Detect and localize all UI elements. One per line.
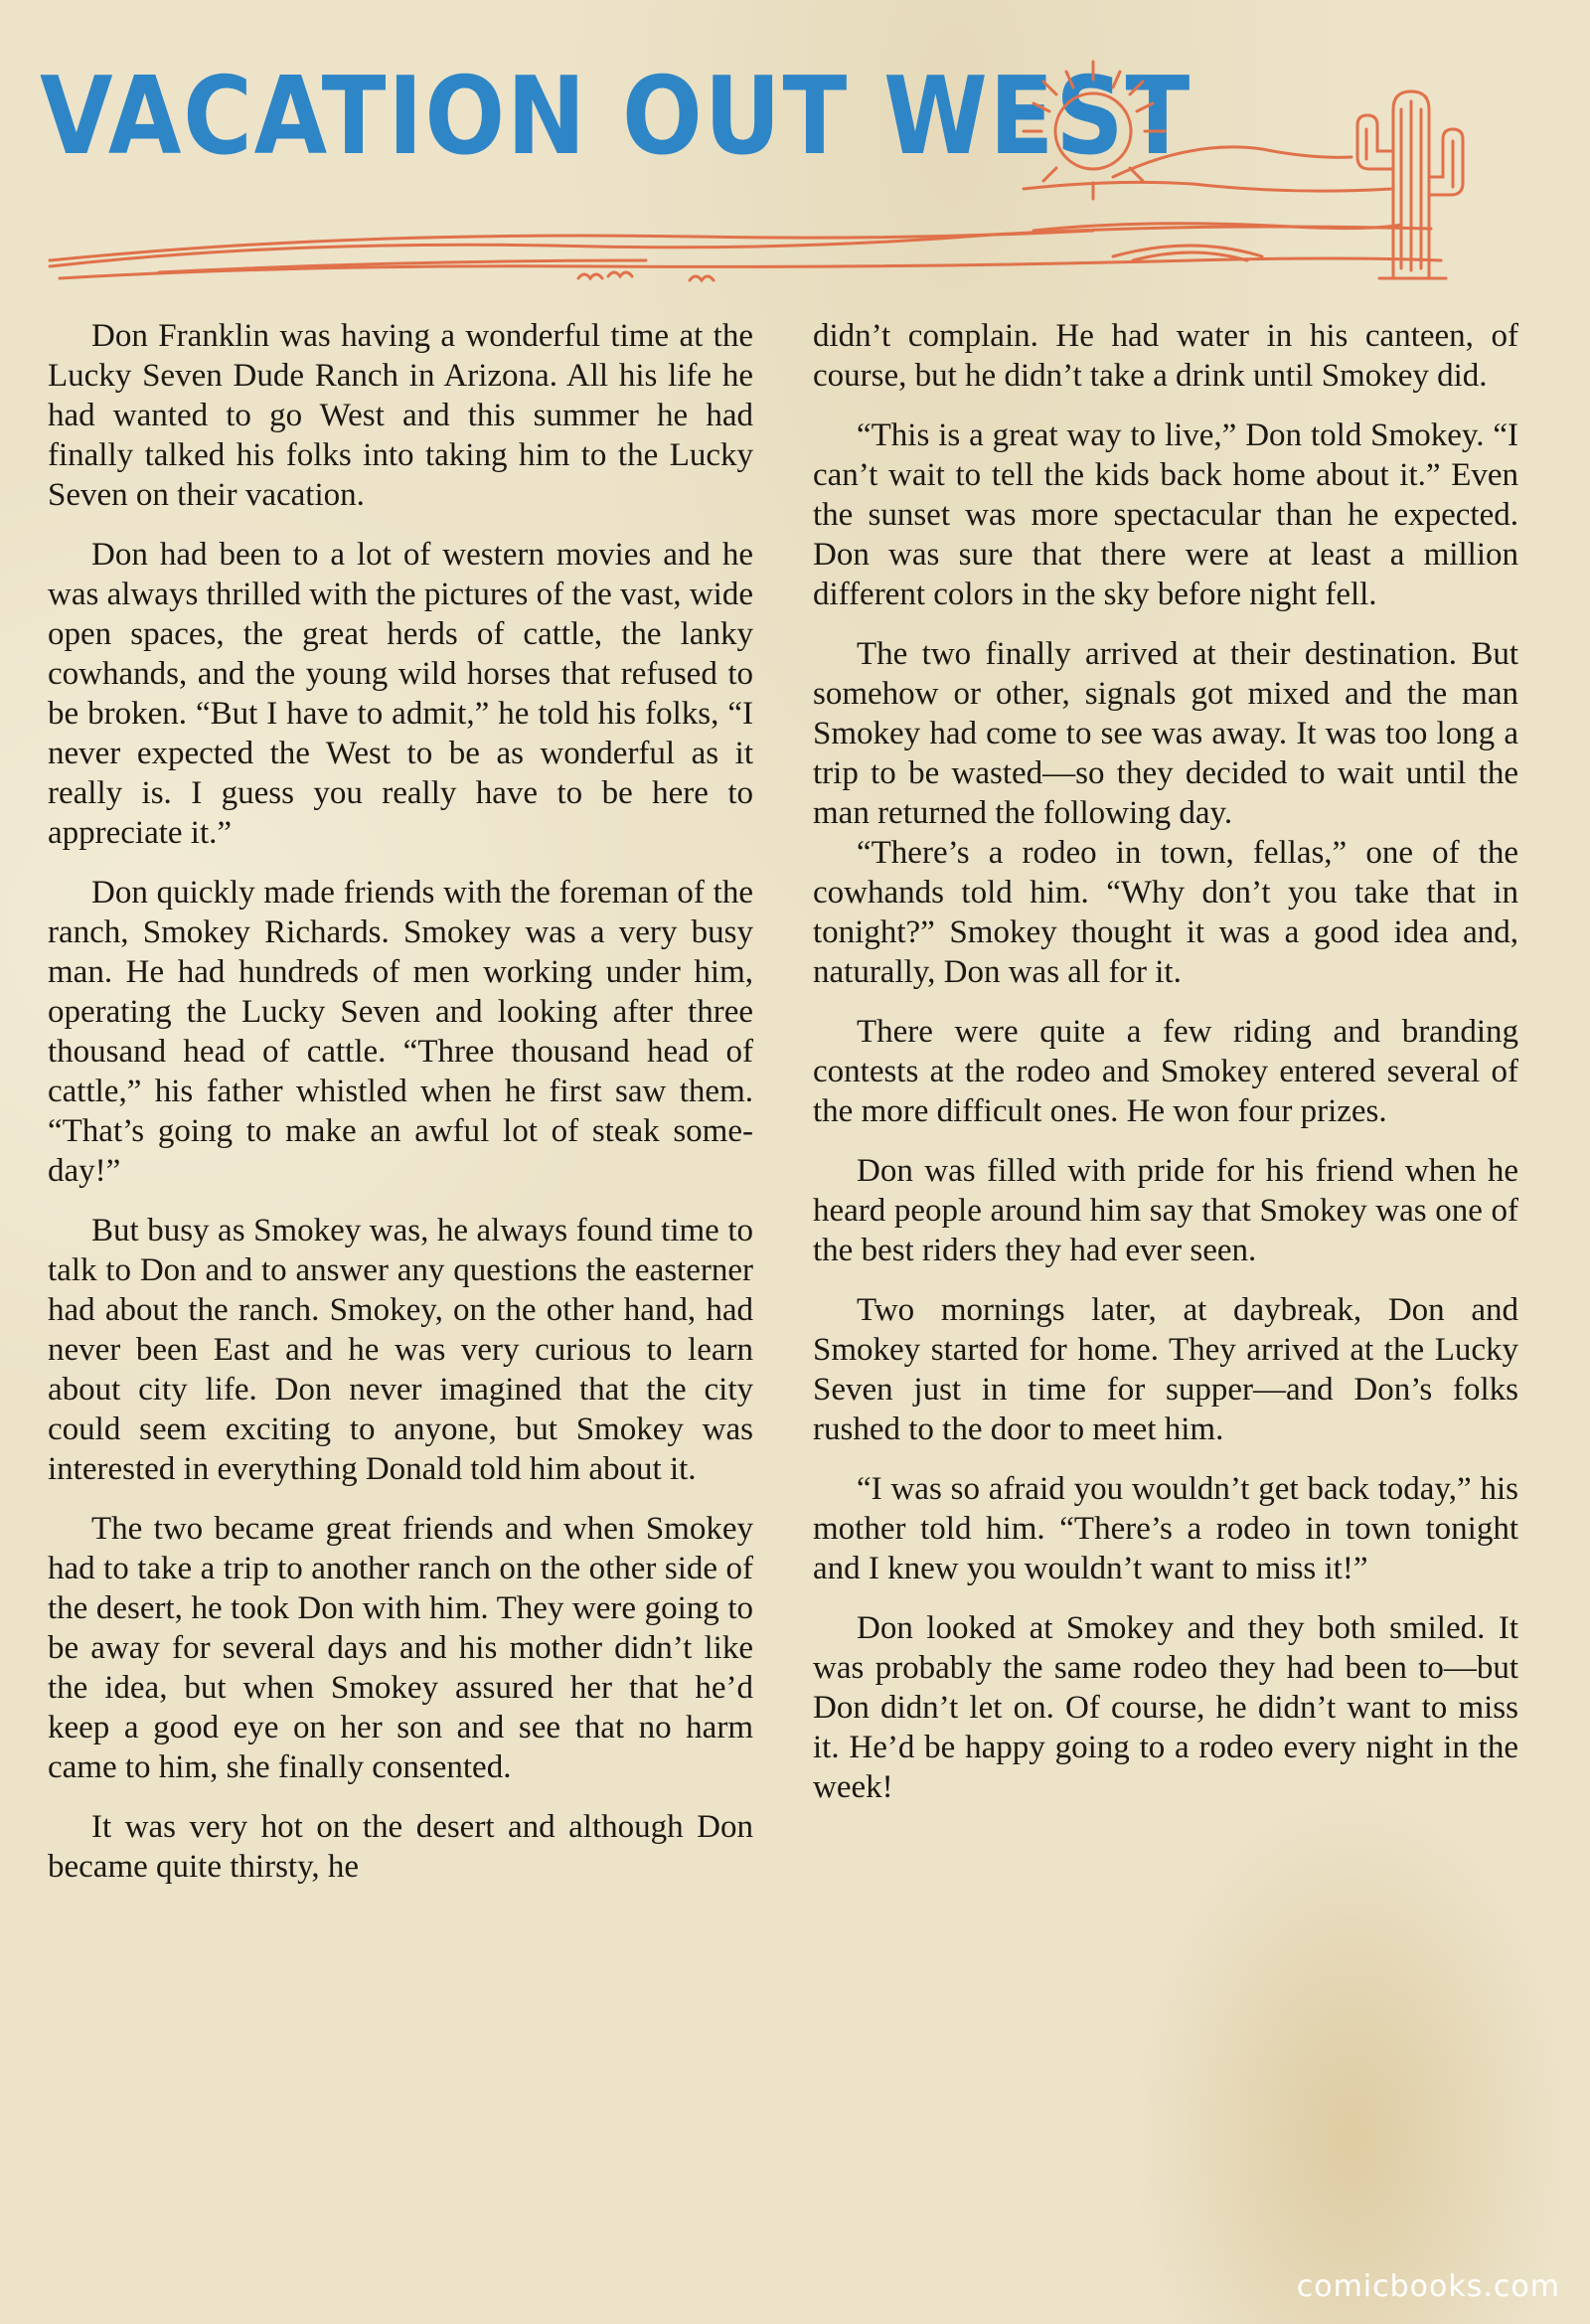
- story-paragraph: “I was so afraid you wouldn’t get back today,” his mother told him. “There’s a rodeo in town tonight and I knew you wouldn’t want to miss it!”: [813, 1471, 1518, 1586]
- cactus-icon: [1357, 91, 1463, 278]
- story-paragraph: It was very hot on the desert and although Don became quite thirsty, he: [48, 1809, 753, 1885]
- story-paragraph: “This is a great way to live,” Don told Smokey. “I can’t wait to tell the kids back home about it.” Even the sunset was more spectacular than he expected. Don was sure that there were at least a million different colors in the sky before night fell.: [813, 417, 1518, 612]
- story-paragraph: The two became great friends and when Smokey had to take a trip to another ranch on the other side of the desert, he took Don with him. They were going to be away for several days and his mother didn’t like the idea, but when Smokey assured her that he’d keep a good eye on her son and see that no harm came to him, she finally consented.: [48, 1511, 753, 1785]
- story-paragraph: didn’t complain. He had water in his canteen, of course, but he didn’t take a drink until Smokey did.: [813, 318, 1518, 394]
- story-paragraph: Don looked at Smokey and they both smiled. It was probably the same rodeo they had been to—but Don didn’t let on. Of course, he didn’t want to miss it. He’d be happy going to a rodeo every night in the week!: [813, 1610, 1518, 1805]
- story-paragraph: Don had been to a lot of western movies and he was always thrilled with the pictures of the vast, wide open spaces, the great herds of cattle, the lanky cowhands, and the young wild horses that refused to be broken. “But I have to admit,” he told his folks, “I never expected the West to be as wonderful as it really is. I guess you really have to be here to appreciate it.”: [48, 537, 753, 851]
- bird-icon: [578, 272, 714, 280]
- header: [0, 0, 1590, 298]
- story-paragraph: Don Franklin was having a wonderful time at the Lucky Seven Dude Ranch in Arizona. All his life he had wanted to go West and this summer he had finally talked his folks into taking him to the Lucky Seven on their vacation.: [48, 318, 753, 513]
- story-title: VACATION OUT WEST: [40, 55, 1192, 179]
- mountain-icon: [1024, 147, 1401, 231]
- story-paragraph: There were quite a few riding and branding contests at the rodeo and Smokey entered several of the more difficult ones. He won four prizes.: [813, 1014, 1518, 1129]
- story-paragraph: Don quickly made friends with the foreman of the ranch, Smokey Richards. Smokey was a very busy man. He had hundreds of men working under him, operating the Lucky Seven and looking after three thousand head of cattle. “Three thousand head of cattle,” his father whistled when he first saw them. “That’s going to make an awful lot of steak some-day!”: [48, 875, 753, 1189]
- story-paragraph: Two mornings later, at daybreak, Don and Smokey started for home. They arrived at the Lucky Seven just in time for supper—and Don’s folks rushed to the door to meet him.: [813, 1292, 1518, 1447]
- story-paragraph: “There’s a rodeo in town, fellas,” one of the cowhands told him. “Why don’t you take that in tonight?” Smokey thought it was a good idea and, naturally, Don was all for it.: [813, 835, 1518, 990]
- desert-lines-icon: [50, 227, 1441, 278]
- left-column: [48, 316, 753, 1907]
- watermark: comicbooks.com: [1296, 2269, 1560, 2304]
- story-paragraph: Don was filled with pride for his friend when he heard people around him say that Smokey was one of the best riders they had ever seen.: [813, 1153, 1518, 1268]
- story-paragraph: The two finally arrived at their destination. But somehow or other, signals got mixed and the man Smokey had come to see was away. It was too long a trip to be wasted—so they decided to wait until the man returned the following day.: [813, 636, 1518, 831]
- sun-icon: [1024, 62, 1165, 199]
- right-column: [813, 316, 1518, 1827]
- story-paragraph: But busy as Smokey was, he always found time to talk to Don and to answer any questions the easterner had about the ranch. Smokey, on the other hand, had never been East and he was very curious to learn about city life. Don never imagined that the city could seem exciting to anyone, but Smokey was interested in everything Donald told him about it.: [48, 1213, 753, 1487]
- desert-illustration: [0, 0, 1590, 298]
